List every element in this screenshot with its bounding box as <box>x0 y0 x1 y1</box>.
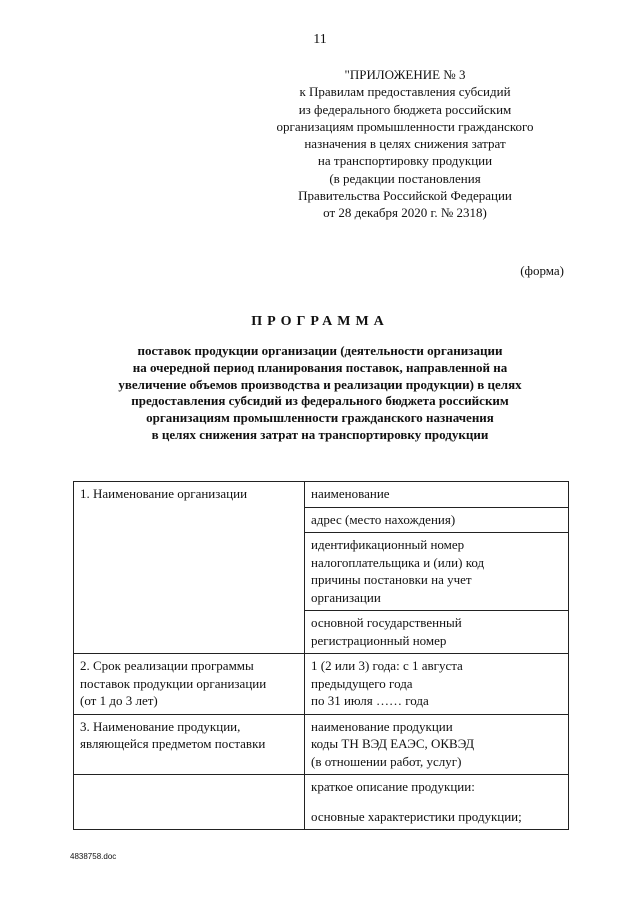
cell-text: основные характеристики продукции; <box>311 808 522 824</box>
appendix-line: организациям промышленности гражданского <box>276 118 534 134</box>
appendix-line: назначения в целях снижения затрат <box>304 136 506 152</box>
organization-name-label <box>74 482 305 654</box>
program-description <box>60 343 580 444</box>
appendix-header <box>240 66 570 222</box>
cell-text: наименование <box>311 486 390 501</box>
cell-text: (от 1 до 3 лет) <box>80 693 158 708</box>
table-row <box>74 775 569 830</box>
page-number: 11 <box>313 32 327 47</box>
form-label: (форма) <box>520 263 564 278</box>
appendix-line: из федерального бюджета российским <box>298 101 512 117</box>
inn-kpp-field <box>305 533 569 611</box>
cell-text: по 31 июля …… года <box>311 693 429 708</box>
document-id: 4838758.doc <box>70 852 117 861</box>
appendix-line: на транспортировку продукции <box>317 153 493 169</box>
program-period-label <box>74 654 305 715</box>
cell-text: предыдущего года <box>311 675 413 691</box>
appendix-line: "ПРИЛОЖЕНИЕ № 3 <box>344 67 466 82</box>
empty-cell <box>74 775 305 830</box>
ogrn-field <box>305 611 569 654</box>
table-row <box>74 654 569 715</box>
program-form-table <box>73 481 569 830</box>
cell-text: 1 (2 или 3) года: с 1 августа <box>311 658 463 673</box>
description-line: поставок продукции организации (деятельности организации <box>137 343 503 358</box>
appendix-line: Правительства Российской Федерации <box>298 188 512 204</box>
table-row <box>74 714 569 775</box>
appendix-line: (в редакции постановления <box>329 170 481 186</box>
appendix-line: к Правилам предоставления субсидий <box>299 84 511 100</box>
table-row <box>74 482 569 508</box>
cell-text: основной государственный <box>311 615 462 630</box>
cell-text: регистрационный номер <box>311 632 447 648</box>
description-line: увеличение объемов производства и реализации продукции) в целях <box>118 376 522 392</box>
address-field <box>305 507 569 533</box>
cell-text: поставок продукции организации <box>80 675 267 691</box>
description-line: организациям промышленности гражданского назначения <box>146 410 494 426</box>
cell-text: коды ТН ВЭД ЕАЭС, ОКВЭД <box>311 736 475 751</box>
cell-text: 2. Срок реализации программы <box>80 658 254 673</box>
product-name-field <box>305 714 569 775</box>
description-line: на очередной период планирования поставок, направленной на <box>132 359 508 375</box>
cell-text: 3. Наименование продукции, <box>80 718 241 734</box>
description-line: предоставления субсидий из федерального бюджета российским <box>131 393 509 409</box>
cell-text: краткое описание продукции: <box>311 779 475 794</box>
cell-text: наименование продукции <box>311 718 453 734</box>
cell-text: являющейся предметом поставки <box>80 736 266 751</box>
description-line: в целях снижения затрат на транспортировку продукции <box>151 426 489 442</box>
cell-text: организации <box>311 589 381 605</box>
cell-text: идентификационный номер <box>311 537 465 552</box>
cell-text: причины постановки на учет <box>311 572 472 587</box>
organization-name-field <box>305 482 569 508</box>
cell-text: (в отношении работ, услуг) <box>311 753 462 769</box>
cell-text: 1. Наименование организации <box>80 486 248 501</box>
program-title: ПРОГРАММА <box>251 314 389 329</box>
cell-text: адрес (место нахождения) <box>311 511 456 527</box>
product-name-label <box>74 714 305 775</box>
program-period-field <box>305 654 569 715</box>
cell-text: налогоплательщика и (или) код <box>311 554 485 570</box>
appendix-line: от 28 декабря 2020 г. № 2318) <box>323 205 487 221</box>
product-description-field <box>305 775 569 830</box>
